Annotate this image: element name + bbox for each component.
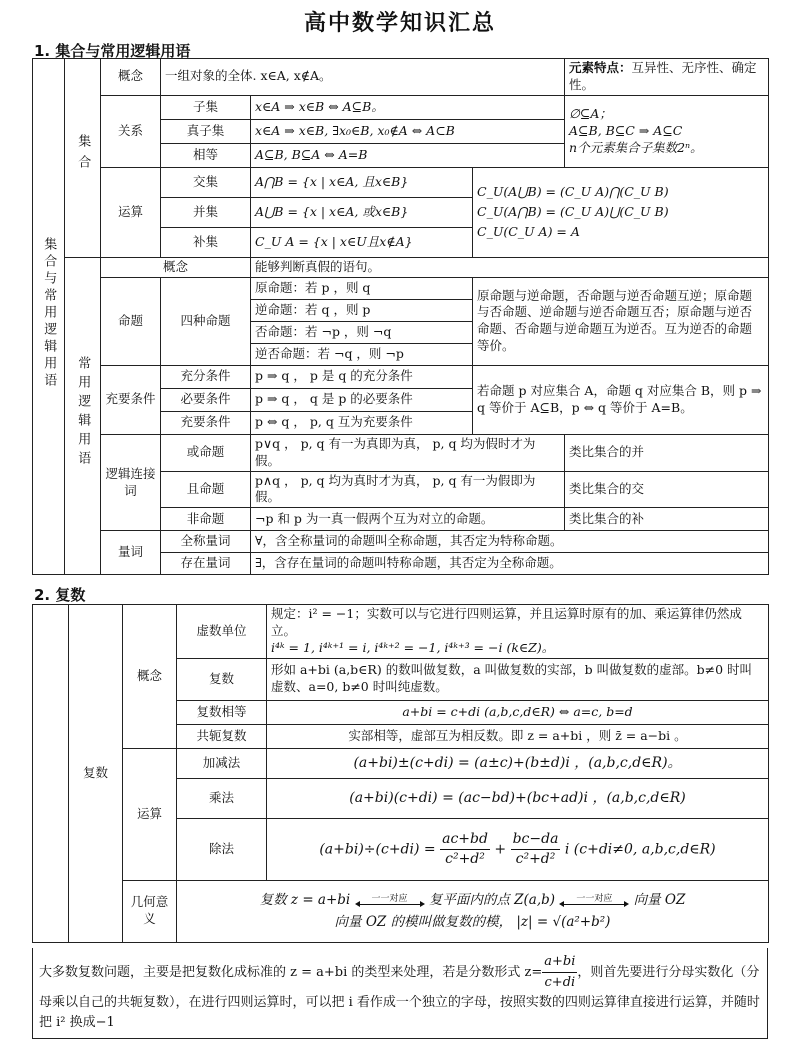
converse-prop: 逆命题：若 q ，则 p (251, 299, 473, 321)
section-2-title: 2. 复数 (34, 586, 86, 604)
div-label: 除法 (177, 818, 267, 880)
set-features: 元素特点：互异性、无序性、确定性。 (565, 59, 769, 96)
correspondence-arrow-icon: 一一对应 (355, 895, 425, 905)
complex-number-label: 复数 (177, 658, 267, 700)
imag-unit-label: 虚数单位 (177, 605, 267, 659)
section-1-title: 1. 集合与常用逻辑用语 (34, 42, 191, 60)
set-label: 集合 (65, 59, 101, 258)
and-note: 类比集合的交 (565, 471, 769, 508)
ops-label: 运算 (101, 167, 161, 257)
or-text: p∨q ， p, q 有一为真即为真， p, q 均为假时才为假。 (251, 434, 565, 471)
logic-label: 常用逻辑用语 (65, 257, 101, 575)
condition-label: 充要条件 (101, 365, 161, 434)
add-sub-label: 加减法 (177, 748, 267, 778)
add-sub-text: (a+bi)±(c+di) = (a±c)+(b±d)i ，(a,b,c,d∈R)。 (267, 748, 769, 778)
orig-prop: 原命题：若 p ，则 q (251, 277, 473, 299)
iff-label: 充要条件 (161, 411, 251, 434)
correspondence-arrow-icon-2: 一一对应 (559, 895, 629, 905)
logic-concept-label: 概念 (101, 257, 251, 277)
geometric-label: 几何意义 (123, 880, 177, 942)
equal-text: A⊆B, B⊆A ⇔ A=B (251, 143, 565, 167)
sufficient-text: p ⇒ q ， p 是 q 的充分条件 (251, 365, 473, 388)
intersection-label: 交集 (161, 167, 251, 197)
complex-concept-label: 概念 (123, 605, 177, 749)
existential-text: ∃，含存在量词的命题叫特称命题，其否定为全称命题。 (251, 553, 769, 575)
necessary-label: 必要条件 (161, 388, 251, 411)
contrapositive-prop: 逆否命题：若 ¬q ，则 ¬p (251, 343, 473, 365)
proposition-label: 命题 (101, 277, 161, 365)
and-text: p∧q ， p, q 均为真时才为真， p, q 有一为假即为假。 (251, 471, 565, 508)
universal-label: 全称量词 (161, 531, 251, 553)
union-text: A⋃B = {x | x∈A, 或x∈B} (251, 197, 473, 227)
complement-label: 补集 (161, 227, 251, 257)
universal-text: ∀，含全称量词的命题叫全称命题，其否定为特称命题。 (251, 531, 769, 553)
condition-note: 若命题 p 对应集合 A，命题 q 对应集合 B，则 p ⇒ q 等价于 A⊆B，p ⇔ q 等价于 A=B。 (473, 365, 769, 434)
imag-unit-text: 规定：i² = −1；实数可以与它进行四则运算，并且运算时原有的加、乘运算律仍然成立。 i⁴ᵏ = 1, i⁴ᵏ⁺¹ = i, i⁴ᵏ⁺² = −1, i⁴ᵏ⁺³ = −i (k∈Z)。 (267, 605, 769, 659)
or-label: 或命题 (161, 434, 251, 471)
mul-label: 乘法 (177, 778, 267, 818)
complex-equal-text: a+bi = c+di (a,b,c,d∈R) ⇔ a=c, b=d (267, 700, 769, 724)
complex-note: 大多数复数问题，主要是把复数化成标准的 z = a+bi 的类型来处理，若是分数形式 z= $\frac{a+bi}{c+di}$ ，则首先要进行分母实数化（分母乘以自己的共轭复数），在进行四则运算时，可以把 i 看作成一个独立的字母，按照实数的四则运算律直接进行运算，并随时把 i² 换成−1 (32, 948, 768, 1039)
equal-label: 相等 (161, 143, 251, 167)
complex-ops-label: 运算 (123, 748, 177, 880)
relation-label: 关系 (101, 95, 161, 167)
geometric-text: 复数 z = a+bi 一一对应 复平面内的点 Z(a,b) 一一对应 向量 OZ 向量 OZ 的模叫做复数的模， |z| = √(a²+b²) (177, 880, 769, 942)
inverse-prop: 否命题：若 ¬p ，则 ¬q (251, 321, 473, 343)
complex-label: 复数 (69, 605, 123, 943)
necessary-text: p ⇒ q ， q 是 p 的必要条件 (251, 388, 473, 411)
not-text: ¬p 和 p 为一真一假两个互为对立的命题。 (251, 508, 565, 531)
proper-subset-text: x∈A ⇒ x∈B, ∃x₀∈B, x₀∉A ⇔ A⊂B (251, 119, 565, 143)
complex-table (32, 604, 769, 943)
four-props-note: 原命题与逆命题，否命题与逆否命题互逆；原命题与否命题、逆命题与逆否命题互否；原命题与逆否命题、否命题与逆命题互为逆否。互为逆否的命题等价。 (473, 277, 769, 365)
set-concept-text: 一组对象的全体. x∈A, x∉A。 (161, 59, 565, 96)
logic-concept-text: 能够判断真假的语句。 (251, 257, 769, 277)
iff-text: p ⇔ q ， p, q 互为充要条件 (251, 411, 473, 434)
not-note: 类比集合的补 (565, 508, 769, 531)
conjugate-text: 实部相等，虚部互为相反数。即 z = a+bi ，则 z̄ = a−bi 。 (267, 724, 769, 748)
set-concept-label: 概念 (101, 59, 161, 96)
complex-number-text: 形如 a+bi (a,b∈R) 的数叫做复数，a 叫做复数的实部，b 叫做复数的虚部。b≠0 时叫虚数、a=0, b≠0 时叫纯虚数。 (267, 658, 769, 700)
quantifier-label: 量词 (101, 531, 161, 575)
intersection-text: A⋂B = {x | x∈A, 且x∈B} (251, 167, 473, 197)
connective-label: 逻辑连接词 (101, 434, 161, 531)
subset-label: 子集 (161, 95, 251, 119)
div-text: (a+bi)÷(c+di) = $\frac{ac+bd}{\text{c²+d²}}$ + $\frac{bc-da}{\text{c²+d²}}$ i (c+di≠0, a,b,c,d∈R) (267, 818, 769, 880)
set-logic-table (32, 58, 769, 575)
four-props-label: 四种命题 (161, 277, 251, 365)
complex-outer-cell (33, 605, 69, 943)
and-label: 且命题 (161, 471, 251, 508)
complement-text: C_U A = {x | x∈U且x∉A} (251, 227, 473, 257)
conjugate-label: 共轭复数 (177, 724, 267, 748)
ops-note: C_U(A⋃B) = (C_U A)⋂(C_U B) C_U(A⋂B) = (C_U A)⋃(C_U B) C_U(C_U A) = A (473, 167, 769, 257)
sufficient-label: 充分条件 (161, 365, 251, 388)
union-label: 并集 (161, 197, 251, 227)
subset-text: x∈A ⇒ x∈B ⇔ A⊆B。 (251, 95, 565, 119)
or-note: 类比集合的并 (565, 434, 769, 471)
not-label: 非命题 (161, 508, 251, 531)
page-title: 高中数学知识汇总 (303, 10, 496, 36)
proper-subset-label: 真子集 (161, 119, 251, 143)
existential-label: 存在量词 (161, 553, 251, 575)
complex-equal-label: 复数相等 (177, 700, 267, 724)
outer-label: 集合与常用逻辑用语 (33, 59, 65, 575)
relation-note: ∅⊆A； A⊆B, B⊆C ⇒ A⊆C n个元素集合子集数2ⁿ。 (565, 95, 769, 167)
mul-text: (a+bi)(c+di) = (ac−bd)+(bc+ad)i ，(a,b,c,d∈R) (267, 778, 769, 818)
